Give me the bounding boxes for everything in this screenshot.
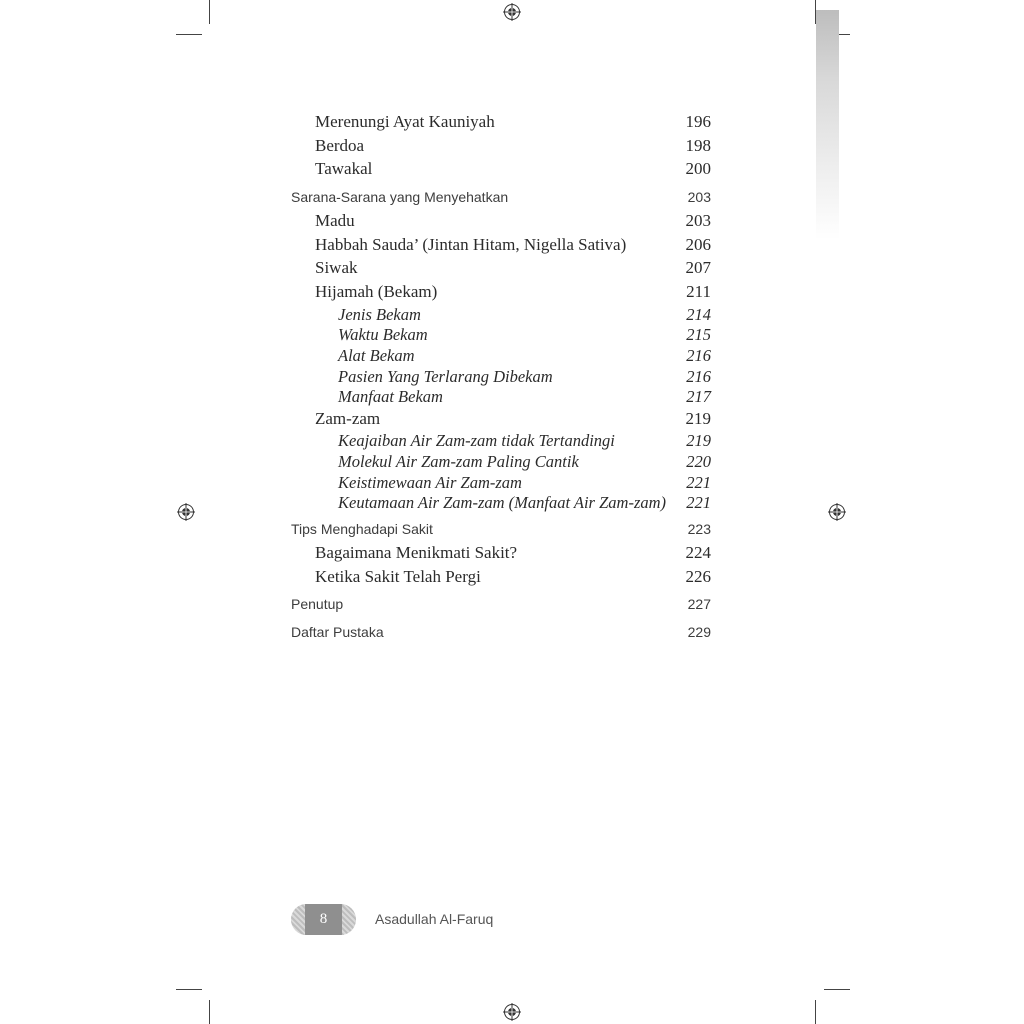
toc-entry-title: Alat Bekam xyxy=(338,346,415,365)
ornament-icon xyxy=(342,904,356,935)
toc-entry-title: Berdoa xyxy=(315,135,365,155)
toc-subentry xyxy=(291,325,711,346)
registration-mark-icon xyxy=(503,1003,521,1021)
toc-entry-title: Tawakal xyxy=(315,159,373,179)
toc-entry-page: 203 xyxy=(685,211,711,231)
toc-entry-page: 221 xyxy=(686,472,711,492)
toc-subentry xyxy=(291,493,711,514)
toc-entry-title: Molekul Air Zam-zam Paling Cantik xyxy=(338,452,579,472)
toc-entry-page: 226 xyxy=(685,566,711,586)
toc-entry-page: 216 xyxy=(686,346,711,365)
toc-entry-title: Sarana-Sarana yang Menyehatkan xyxy=(291,189,509,206)
toc-entry-page: 221 xyxy=(686,493,711,513)
toc-entry-page: 207 xyxy=(685,258,711,278)
toc-entry-title: Hijamah (Bekam) xyxy=(315,282,438,302)
toc-subentry xyxy=(291,473,711,494)
toc-entry-title: Madu xyxy=(315,211,355,231)
toc-subentry xyxy=(291,305,711,326)
toc-entry-page: 219 xyxy=(686,431,711,451)
registration-mark-icon xyxy=(828,503,846,521)
toc-entry-page: 217 xyxy=(686,387,711,407)
toc-entry xyxy=(291,158,711,182)
toc-entry-page: 211 xyxy=(686,282,711,302)
toc-entry-page: 206 xyxy=(685,234,711,254)
toc-entry-title: Jenis Bekam xyxy=(338,304,421,324)
toc-entry-title: Keajaiban Air Zam-zam tidak Tertandingi xyxy=(338,431,615,451)
crop-mark-icon xyxy=(209,0,210,24)
toc-entry-title: Penutup xyxy=(291,596,344,613)
toc-subentry xyxy=(291,367,711,388)
toc-entry-page: 216 xyxy=(686,366,711,386)
toc-subentry xyxy=(291,346,711,367)
toc-entry xyxy=(291,408,711,432)
toc-entry xyxy=(291,281,711,305)
toc-entry-title: Keistimewaan Air Zam-zam xyxy=(338,472,522,492)
crop-mark-icon xyxy=(815,1000,816,1024)
page-number-badge xyxy=(291,904,356,935)
toc-entry xyxy=(291,566,711,590)
toc-entry-page: 229 xyxy=(687,624,711,641)
toc-entry-title: Siwak xyxy=(315,258,358,278)
crop-mark-icon xyxy=(824,989,850,990)
crop-mark-icon xyxy=(176,989,202,990)
toc-entry-page: 200 xyxy=(685,159,711,179)
toc-entry-page: 203 xyxy=(687,189,711,206)
toc-entry-page: 224 xyxy=(685,542,711,562)
running-footer-author: Asadullah Al-Faruq xyxy=(375,911,494,927)
table-of-contents xyxy=(291,111,711,645)
toc-entry-title: Bagaimana Menikmati Sakit? xyxy=(315,542,518,562)
toc-entry-page: 215 xyxy=(686,325,711,345)
page-number: 8 xyxy=(305,904,342,935)
toc-entry-title: Daftar Pustaka xyxy=(291,624,384,641)
toc-entry xyxy=(291,210,711,234)
registration-mark-icon xyxy=(503,3,521,21)
toc-entry-title: Keutamaan Air Zam-zam (Manfaat Air Zam-zam) xyxy=(338,493,667,513)
toc-entry-title: Waktu Bekam xyxy=(338,325,428,345)
crop-mark-icon xyxy=(209,1000,210,1024)
toc-entry xyxy=(291,542,711,566)
registration-mark-icon xyxy=(177,503,195,521)
toc-entry xyxy=(291,234,711,258)
toc-entry xyxy=(291,257,711,281)
toc-entry xyxy=(291,135,711,159)
toc-entry-page: 196 xyxy=(685,112,711,131)
toc-section-heading xyxy=(291,589,711,617)
toc-subentry xyxy=(291,387,711,408)
toc-entry-page: 214 xyxy=(686,304,711,324)
toc-subentry xyxy=(291,452,711,473)
toc-subentry xyxy=(291,431,711,452)
toc-entry-title: Ketika Sakit Telah Pergi xyxy=(315,566,481,586)
toc-entry-title: Zam-zam xyxy=(315,408,381,428)
decorative-edge-band xyxy=(816,10,839,240)
toc-entry-title: Habbah Sauda’ (Jintan Hitam, Nigella Sativa) xyxy=(315,234,627,254)
toc-section-heading xyxy=(291,514,711,542)
toc-entry-page: 223 xyxy=(687,520,711,537)
toc-entry xyxy=(291,111,711,135)
toc-section-heading xyxy=(291,617,711,645)
toc-entry-page: 219 xyxy=(685,408,711,428)
toc-entry-page: 220 xyxy=(686,452,711,472)
toc-entry-title: Manfaat Bekam xyxy=(338,387,443,407)
ornament-icon xyxy=(291,904,305,935)
crop-mark-icon xyxy=(176,34,202,35)
toc-entry-page: 198 xyxy=(685,135,711,155)
toc-entry-page: 227 xyxy=(687,596,711,613)
toc-entry-title: Merenungi Ayat Kauniyah xyxy=(315,112,495,131)
toc-entry-title: Tips Menghadapi Sakit xyxy=(291,520,433,537)
toc-entry-title: Pasien Yang Terlarang Dibekam xyxy=(338,366,553,386)
toc-section-heading xyxy=(291,182,711,210)
